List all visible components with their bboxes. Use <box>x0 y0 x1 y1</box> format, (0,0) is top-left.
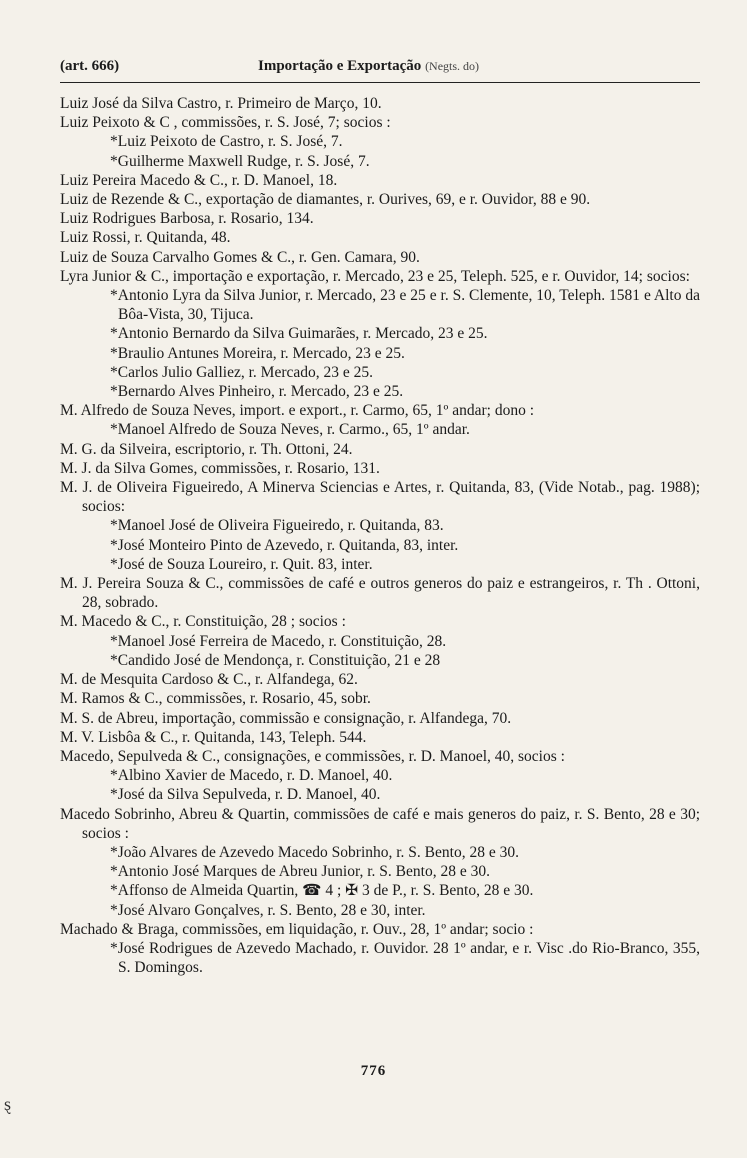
partner-entry: *José Alvaro Gonçalves, r. S. Bento, 28 e 30, inter. <box>110 901 426 919</box>
partner-entry: *José Monteiro Pinto de Azevedo, r. Quitanda, 83, inter. <box>110 536 459 554</box>
partner-entry: *Manoel José de Oliveira Figueiredo, r. Quitanda, 83. <box>110 517 444 535</box>
firm-entry: Machado & Braga, commissões, em liquidação, r. Ouv., 28, 1º andar; socio : <box>60 920 534 938</box>
partner-entry: *Candido José de Mendonça, r. Constituição, 21 e 28 <box>110 651 441 669</box>
firm-entry: M. Alfredo de Souza Neves, import. e export., r. Carmo, 65, 1º andar; dono : <box>60 402 535 420</box>
page-number: 776 <box>360 1063 387 1079</box>
firm-entry: Luiz de Rezende & C., exportação de diamantes, r. Ourives, 69, e r. Ouvidor, 88 e 90. <box>60 191 591 209</box>
firm-entry: M. de Mesquita Cardoso & C., r. Alfandega, 62. <box>60 671 358 689</box>
firm-entry: Lyra Junior & C., importação e exportação, r. Mercado, 23 e 25, Teleph. 525, e r. Ouvidor, 14; socios: <box>60 267 690 285</box>
partner-entry: *José Rodrigues de Azevedo Machado, r. Ouvidor. 28 1º andar, e r. Visc .do Rio-Branco, 355, S. Domingos. <box>110 939 700 977</box>
firm-entry: M. J. Pereira Souza & C., commissões de café e outros generos do paiz e estrangeiros, r. Th . Ottoni, 28, sobrado. <box>60 575 700 612</box>
partner-entry: *Albino Xavier de Macedo, r. D. Manoel, 40. <box>110 767 393 785</box>
firm-entry: Luiz Pereira Macedo & C., r. D. Manoel, 18. <box>60 171 338 189</box>
firm-entry: Luiz de Souza Carvalho Gomes & C., r. Gen. Camara, 90. <box>60 248 420 266</box>
section-number: (art. 666) <box>60 58 120 74</box>
firm-entry: Luiz Peixoto & C , commissões, r. S. José, 7; socios : <box>60 114 391 132</box>
partner-entry: *Manoel Alfredo de Souza Neves, r. Carmo., 65, 1º andar. <box>110 421 470 439</box>
firm-entry: M. V. Lisbôa & C., r. Quitanda, 143, Teleph. 544. <box>60 728 367 746</box>
partner-entry: *José da Silva Sepulveda, r. D. Manoel, 40. <box>110 786 381 804</box>
firm-entry: M. S. de Abreu, importação, commissão e consignação, r. Alfandega, 70. <box>60 709 512 727</box>
firm-entry: Macedo Sobrinho, Abreu & Quartin, commissões de café e mais generos do paiz, r. S. Bento, 28 e 30; socios : <box>60 805 700 842</box>
running-title <box>258 58 479 75</box>
running-title-main: Importação e Exportação <box>258 58 422 74</box>
running-title-suffix: (Negts. do) <box>425 59 480 73</box>
partner-entry: *Luiz Peixoto de Castro, r. S. José, 7. <box>110 133 343 151</box>
partner-entry: *Guilherme Maxwell Rudge, r. S. José, 7. <box>110 152 370 170</box>
directory-entries <box>60 94 700 977</box>
page-header <box>60 58 700 82</box>
firm-entry: Macedo, Sepulveda & C., consignações, e commissões, r. D. Manoel, 40, socios : <box>60 747 565 765</box>
partner-entry: *Antonio Lyra da Silva Junior, r. Mercado, 23 e 25 e r. S. Clemente, 10, Teleph. 1581 e Alto da Bôa-Vista, 30, Tijuca. <box>110 287 700 324</box>
partner-entry: *José de Souza Loureiro, r. Quit. 83, inter. <box>110 555 373 573</box>
partner-entry: *Carlos Julio Galliez, r. Mercado, 23 e 25. <box>110 363 374 381</box>
partner-entry: *Braulio Antunes Moreira, r. Mercado, 23 e 25. <box>110 344 405 362</box>
partner-entry: *Bernardo Alves Pinheiro, r. Mercado, 23 e 25. <box>110 383 404 401</box>
partner-entry: *Manoel José Ferreira de Macedo, r. Constituição, 28. <box>110 632 447 650</box>
firm-entry: M. J. da Silva Gomes, commissões, r. Rosario, 131. <box>60 459 380 477</box>
firm-entry: Luiz Rossi, r. Quitanda, 48. <box>60 229 231 247</box>
firm-entry: Luiz José da Silva Castro, r. Primeiro de Março, 10. <box>60 95 382 112</box>
margin-mark: ȿ <box>4 1094 12 1114</box>
partner-entry: *Affonso de Almeida Quartin, ☎ 4 ; ✠ 3 de P., r. S. Bento, 28 e 30. <box>110 882 534 900</box>
partner-entry: *Antonio Bernardo da Silva Guimarães, r. Mercado, 23 e 25. <box>110 325 488 343</box>
header-rule <box>60 82 700 83</box>
firm-entry: M. Ramos & C., commissões, r. Rosario, 45, sobr. <box>60 690 371 708</box>
firm-entry: M. J. de Oliveira Figueiredo, A Minerva Sciencias e Artes, r. Quitanda, 83, (Vide Notab., pag. 1988); socios: <box>60 479 700 516</box>
partner-entry: *João Alvares de Azevedo Macedo Sobrinho, r. S. Bento, 28 e 30. <box>110 843 519 861</box>
firm-entry: M. Macedo & C., r. Constituição, 28 ; socios : <box>60 613 346 631</box>
partner-entry: *Antonio José Marques de Abreu Junior, r. S. Bento, 28 e 30. <box>110 863 490 881</box>
firm-entry: Luiz Rodrigues Barbosa, r. Rosario, 134. <box>60 210 314 228</box>
firm-entry: M. G. da Silveira, escriptorio, r. Th. Ottoni, 24. <box>60 440 353 458</box>
